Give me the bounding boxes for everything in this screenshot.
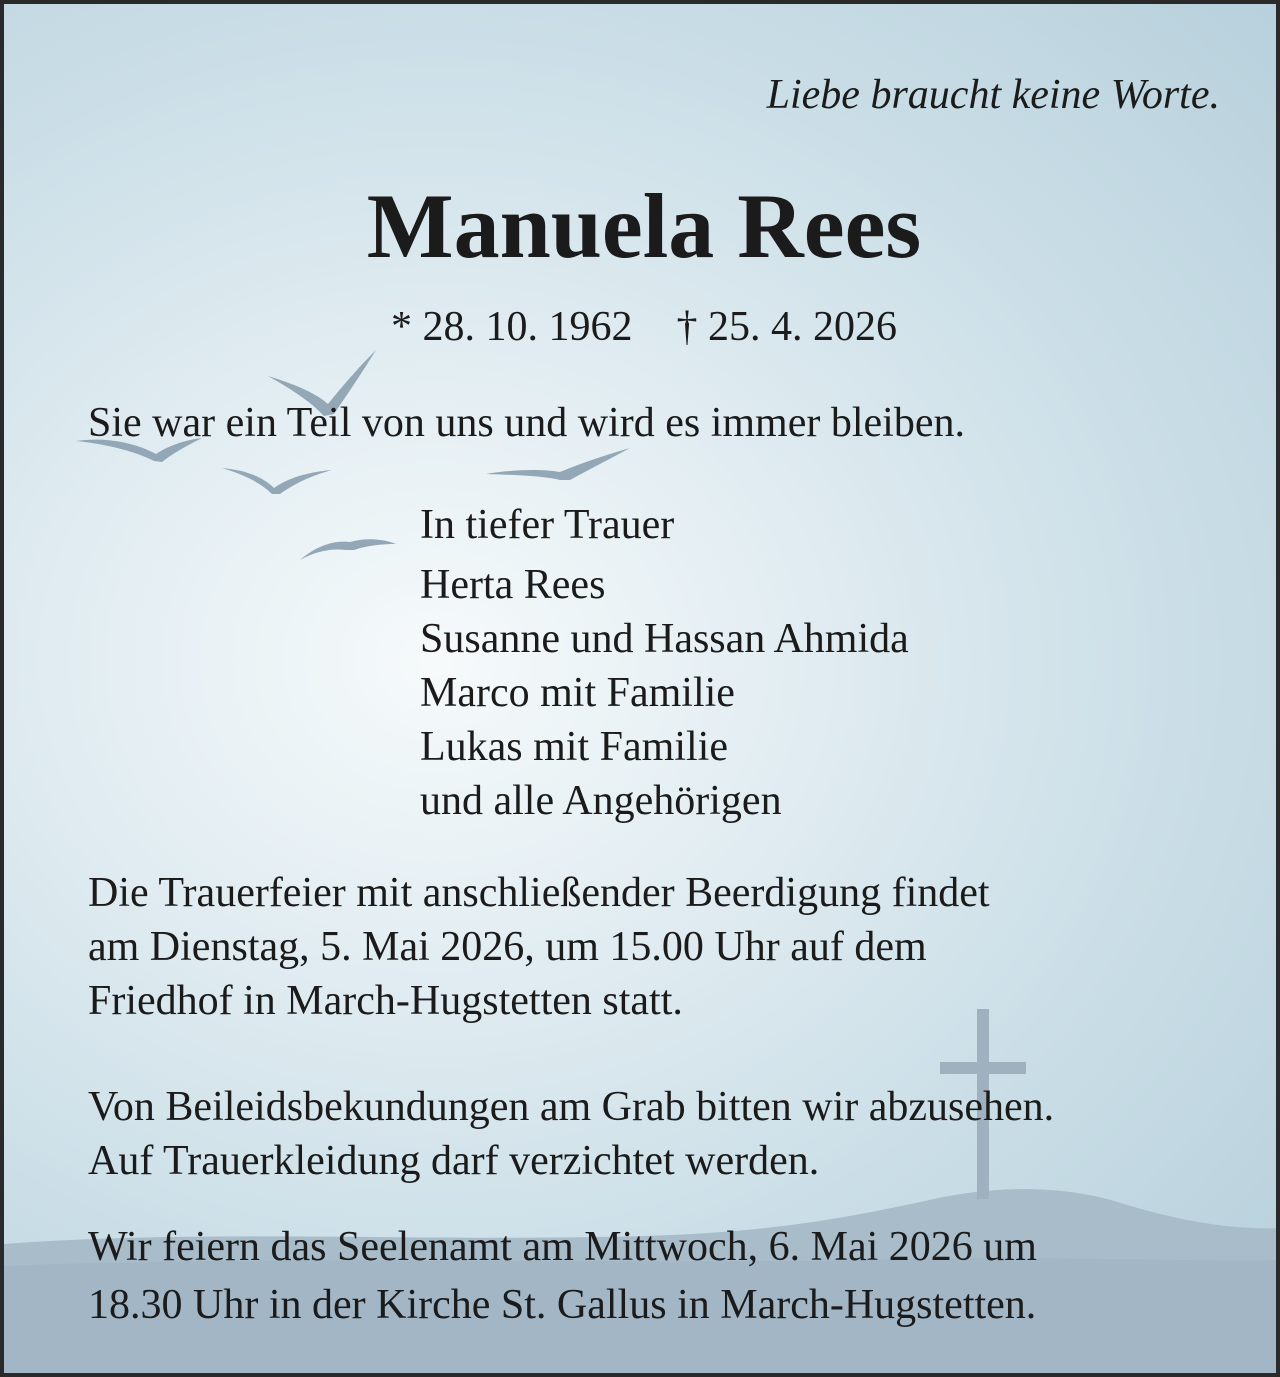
mourner-name: Marco mit Familie <box>420 670 735 716</box>
mourner-name: und alle Angehörigen <box>420 778 782 824</box>
funeral-line: Friedhof in March-Hugstetten statt. <box>88 978 683 1024</box>
deceased-name: Manuela Rees <box>366 175 922 277</box>
mourner-name: Susanne und Hassan Ahmida <box>420 616 909 662</box>
mourner-name: Herta Rees <box>420 562 606 608</box>
birth-date: * 28. 10. 1962 <box>391 304 633 350</box>
request-line: Von Beileidsbekundungen am Grab bitten wir abzusehen. <box>88 1084 1055 1130</box>
requiem-line: Wir feiern das Seelenamt am Mittwoch, 6. Mai 2026 um <box>88 1224 1037 1270</box>
requiem-line: 18.30 Uhr in der Kirche St. Gallus in March-Hugstetten. <box>88 1282 1037 1328</box>
motto: Liebe braucht keine Worte. <box>766 72 1220 118</box>
death-date: † 25. 4. 2026 <box>676 304 897 350</box>
life-dates <box>4 306 1280 348</box>
memorial-quote: Sie war ein Teil von uns und wird es immer bleiben. <box>88 400 965 446</box>
funeral-line: am Dienstag, 5. Mai 2026, um 15.00 Uhr auf dem <box>88 924 927 970</box>
funeral-line: Die Trauerfeier mit anschließender Beerdigung findet <box>88 870 990 916</box>
mourner-name: Lukas mit Familie <box>420 724 728 770</box>
request-line: Auf Trauerkleidung darf verzichtet werden. <box>88 1138 820 1184</box>
mourners-heading: In tiefer Trauer <box>420 502 675 548</box>
